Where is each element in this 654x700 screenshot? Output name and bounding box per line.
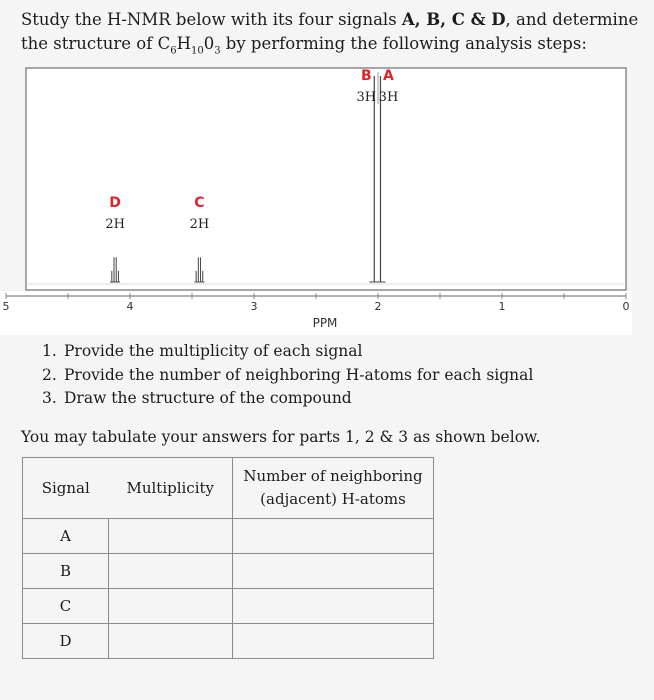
signal-d-ref: D [491,10,506,29]
plot-frame [26,68,626,290]
tabulate-note: You may tabulate your answers for parts 1, 2 & 3 as shown below. [21,428,541,446]
cell-multiplicity-b[interactable] [109,554,233,589]
signal-label-b: B [360,68,372,84]
cell-multiplicity-d[interactable] [109,624,233,659]
x-axis-title: PPM [312,316,338,330]
cell-neighbors-a[interactable] [233,519,434,554]
intro-text: Study the H-NMR below with its four signals [21,10,402,29]
cell-multiplicity-a[interactable] [109,519,233,554]
row-label-d: D [23,624,109,659]
cell-multiplicity-c[interactable] [109,589,233,624]
row-label-a: A [23,519,109,554]
col-header-signal: Signal [23,458,109,519]
intro-text: , and determine the structure of [21,10,639,53]
molecular-formula: $C_6H_{10}0_3$ [157,34,221,57]
signal-a-ref: A [401,10,415,29]
col-header-neighbors: Number of neighboring (adjacent) H-atoms [233,458,434,519]
step-3: 3. Draw the structure of the compound [42,389,352,407]
intro-separator: , [440,10,452,29]
signal-b-ref: B [426,10,441,29]
row-label-c: C [23,589,109,624]
nmr-spectrum-chart [0,64,654,336]
x-tick-label: 4 [126,300,134,313]
signal-label-d: D [109,195,121,211]
x-tick-label: 2 [374,300,382,313]
intro-separator: , [414,10,427,29]
step-1: 1. Provide the multiplicity of each signal [42,342,363,360]
cell-neighbors-c[interactable] [233,589,434,624]
integration-c: 2H [189,217,210,232]
cell-neighbors-d[interactable] [233,624,434,659]
x-tick-label: 5 [2,300,10,313]
question-intro [21,8,641,56]
integration-d: 2H [105,217,125,232]
integration-a: 3H [378,90,399,105]
answer-table [22,457,434,659]
col-header-multiplicity: Multiplicity [109,458,233,519]
step-2: 2. Provide the number of neighboring H-atoms for each signal [42,365,534,384]
intro-separator: & [464,10,492,29]
signal-c-ref: C [451,10,465,29]
signal-label-a: A [383,68,394,84]
x-tick-label: 0 [622,300,630,313]
x-tick-label: 1 [498,300,506,313]
row-label-b: B [23,554,109,589]
signal-label-c: C [194,195,205,211]
analysis-steps [42,340,533,411]
intro-text: by performing the following analysis steps: [220,34,587,53]
cell-neighbors-b[interactable] [233,554,434,589]
x-tick-label: 3 [250,300,258,313]
integration-b: 3H [356,90,377,105]
